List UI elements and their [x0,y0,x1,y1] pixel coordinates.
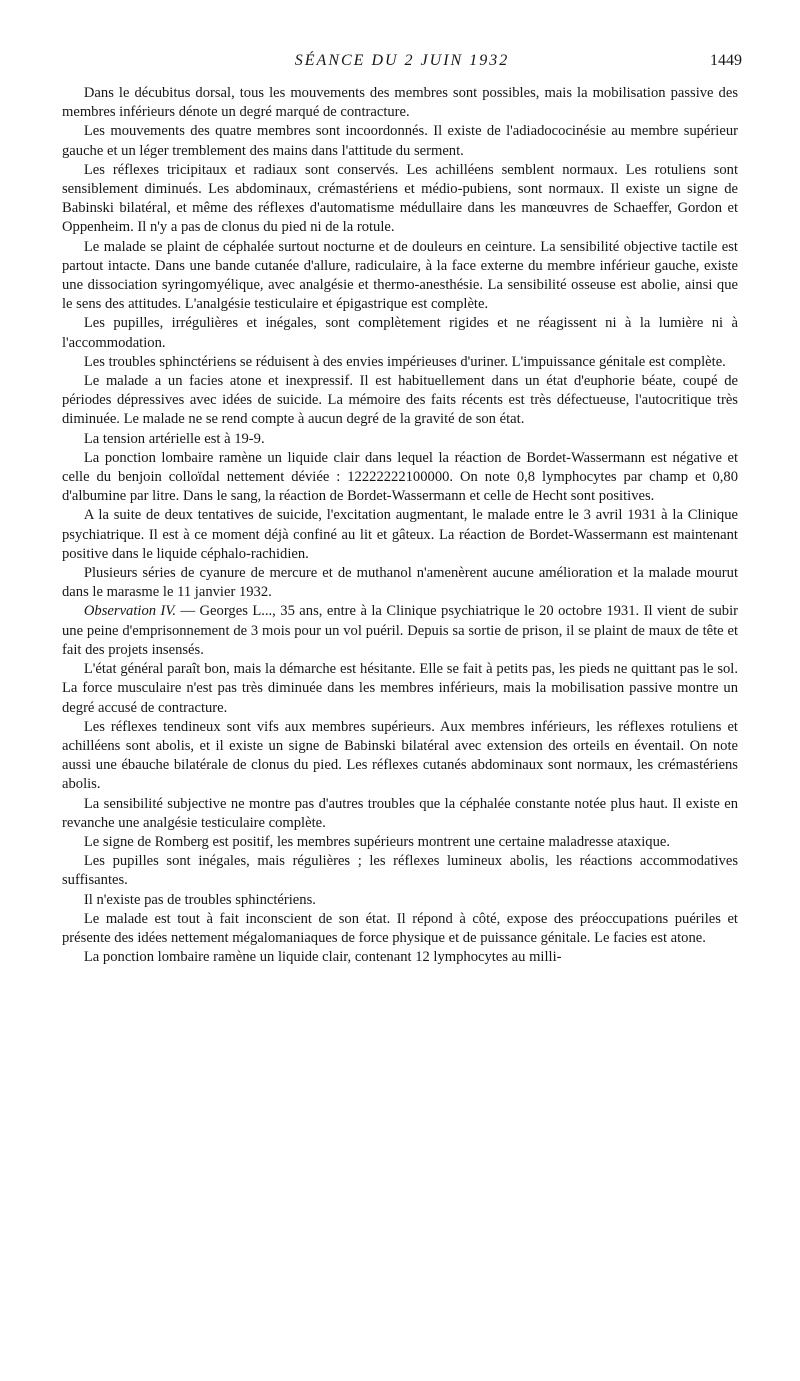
paragraph: La tension artérielle est à 19-9. [83,430,265,447]
paragraph: Les pupilles, irrégulières et inégales, sont complètement rigides et ne réagissent ni à la lumière ni à l'accommodation. [62,315,738,351]
paragraph: L'état général paraît bon, mais la démarche est hésitante. Elle se fait à petits pas, les pieds ne quittant pas le sol. La force musculaire n'est pas très diminuée dans les membres inférieurs, mais la mobilisation passive montre un degré accusé de contracture. [62,661,738,716]
paragraph: Les réflexes tricipitaux et radiaux sont conservés. Les achilléens semblent normaux. Les rotuliens sont sensiblement diminués. Les abdominaux, crémastériens et médio-pubiens, sont normaux. Il existe un signe de Babinski bilatéral, et même des réflexes d'automatisme médullaire dans les manœuvres de Schaeffer, Gordon et Oppenheim. Il n'y a pas de clonus du pied ni de la rotule. [62,161,738,236]
paragraph: Plusieurs séries de cyanure de mercure et de muthanol n'amenèrent aucune amélioration et la malade mourut dans le marasme le 11 janvier 1932. [62,565,738,601]
paragraph: Le signe de Romberg est positif, les membres supérieurs montrent une certaine maladresse ataxique. [83,833,671,850]
paragraph: La sensibilité subjective ne montre pas d'autres troubles que la céphalée constante notée plus haut. Il existe en revanche une analgésie testiculaire complète. [62,795,738,831]
paragraph: Les pupilles sont inégales, mais régulières ; les réflexes lumineux abolis, les réactions accommodatives suffisantes. [62,853,738,889]
paragraph: La ponction lombaire ramène un liquide clair dans lequel la réaction de Bordet-Wassermann est négative et celle du benjoin colloïdal nettement déviée : 12222222100000. On note 0,8 lymphocytes par champ et 0,80 d'albumine par litre. Dans le sang, la réaction de Bordet-Wassermann et celle de Hecht sont positives. [62,449,738,505]
paragraph: Les réflexes tendineux sont vifs aux membres supérieurs. Aux membres inférieurs, les réflexes rotuliens et achilléens sont abolis, et il existe un signe de Babinski bilatéral avec extension des orteils en éventail. On note aussi une ébauche bilatérale de clonus du pied. Les réflexes cutanés abdominaux sont normaux, les crémastériens abolis. [62,718,738,793]
paragraph: Il n'existe pas de troubles sphinctériens. [83,891,316,908]
observation-paragraph [62,602,738,660]
paragraph: Les troubles sphinctériens se réduisent à des envies impérieuses d'uriner. L'impuissance génitale est complète. [83,353,726,370]
paragraph: La ponction lombaire ramène un liquide clair, contenant 12 lymphocytes au milli- [83,949,562,966]
paragraph: Le malade a un facies atone et inexpressif. Il est habituellement dans un état d'euphorie béate, coupé de périodes dépressives avec idées de suicide. La mémoire des faits récents est très défectueuse, l'autocritique très diminuée. Le malade ne se rend compte à aucun degré de la gravité de son état. [62,373,738,428]
observation-text: — Georges L..., 35 ans, entre à la Clinique psychiatrique le 20 octobre 1931. Il vient de subir une peine d'emprisonnement de 3 mois pour un vol puéril. Depuis sa sortie de prison, il se plaint de maux de tête et fait des projets insensés. [62,603,739,658]
paragraph: Les mouvements des quatre membres sont incoordonnés. Il existe de l'adiadococinésie au membre supérieur gauche et un léger tremblement des mains dans l'attitude du serment. [62,123,738,159]
running-header [62,52,742,80]
header-title: SÉANCE DU 2 JUIN 1932 [294,52,510,69]
paragraph: Dans le décubitus dorsal, tous les mouvements des membres sont possibles, mais la mobilisation passive des membres inférieurs dénote un degré marqué de contracture. [62,85,738,121]
observation-label: Observation IV. [83,603,177,620]
page-number: 1449 [710,52,742,69]
paragraph: A la suite de deux tentatives de suicide, l'excitation augmentant, le malade entre le 3 avril 1931 à la Clinique psychiatrique. Il est à ce moment déjà confiné au lit et gâteux. La réaction de Bordet-Wassermann est maintenant positive dans le liquide céphalo-rachidien. [62,507,738,562]
paragraph: Le malade est tout à fait inconscient de son état. Il répond à côté, expose des préoccupations puériles et présente des idées nettement mégalomaniaques de force physique et de puissance génitale. Le facies est atone. [62,910,738,946]
paragraph: Le malade se plaint de céphalée surtout nocturne et de douleurs en ceinture. La sensibilité objective tactile est partout intacte. Dans une bande cutanée d'allure, radiculaire, à la face externe du membre inférieur gauche, existe une dissociation syringomyélique, avec analgésie et thermo-anesthésie. La sensibilité osseuse est abolie, ainsi que le sens des attitudes. L'analgésie testiculaire et épigastrique est complète. [62,238,738,313]
body-text [62,84,738,967]
